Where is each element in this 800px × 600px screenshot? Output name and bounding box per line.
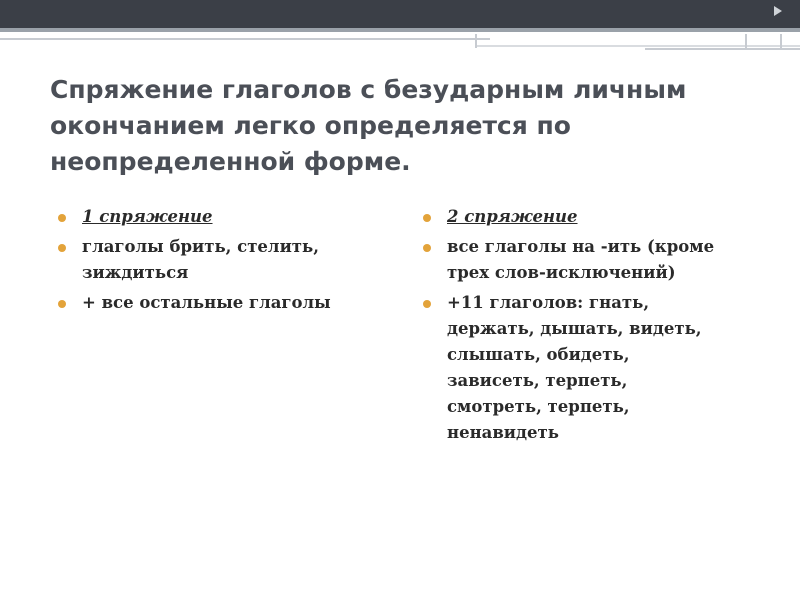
top-decorative-band [0, 0, 800, 28]
left-column [58, 204, 403, 320]
decorative-tick [780, 34, 782, 48]
decorative-tick [475, 34, 477, 48]
bullet-icon [58, 300, 66, 308]
list-item [58, 234, 403, 286]
top-accent-stripe [0, 28, 800, 32]
list-item [423, 234, 723, 286]
list-item [423, 290, 723, 446]
bullet-icon [423, 214, 431, 222]
decorative-line [475, 45, 800, 47]
corner-arrow-icon [774, 6, 782, 16]
list-item [58, 204, 403, 230]
list-item-text: + все остальные глаголы [82, 293, 331, 312]
decorative-line [0, 38, 490, 40]
list-item-text: глаголы брить, стелить, зиждиться [82, 237, 319, 282]
left-bullet-list [58, 204, 403, 316]
bullet-icon [58, 214, 66, 222]
list-item-text: +11 глаголов: гнать, держать, дышать, видеть, слышать, обидеть, зависеть, терпеть, смотреть, терпеть, ненавидеть [447, 293, 702, 442]
conjugation-heading: 1 спряжение [82, 207, 213, 226]
list-item-text: все глаголы на -ить (кроме трех слов-исключений) [447, 237, 715, 282]
bullet-icon [58, 244, 66, 252]
list-item [58, 290, 403, 316]
right-bullet-list [423, 204, 723, 446]
conjugation-heading: 2 спряжение [447, 207, 578, 226]
list-item [423, 204, 723, 230]
bullet-icon [423, 300, 431, 308]
bullet-icon [423, 244, 431, 252]
right-column [423, 204, 723, 450]
slide-title: Спряжение глаголов с безударным личным окончанием легко определяется по неопределенной форме. [50, 75, 687, 176]
decorative-line [645, 48, 800, 50]
decorative-tick [745, 34, 747, 48]
